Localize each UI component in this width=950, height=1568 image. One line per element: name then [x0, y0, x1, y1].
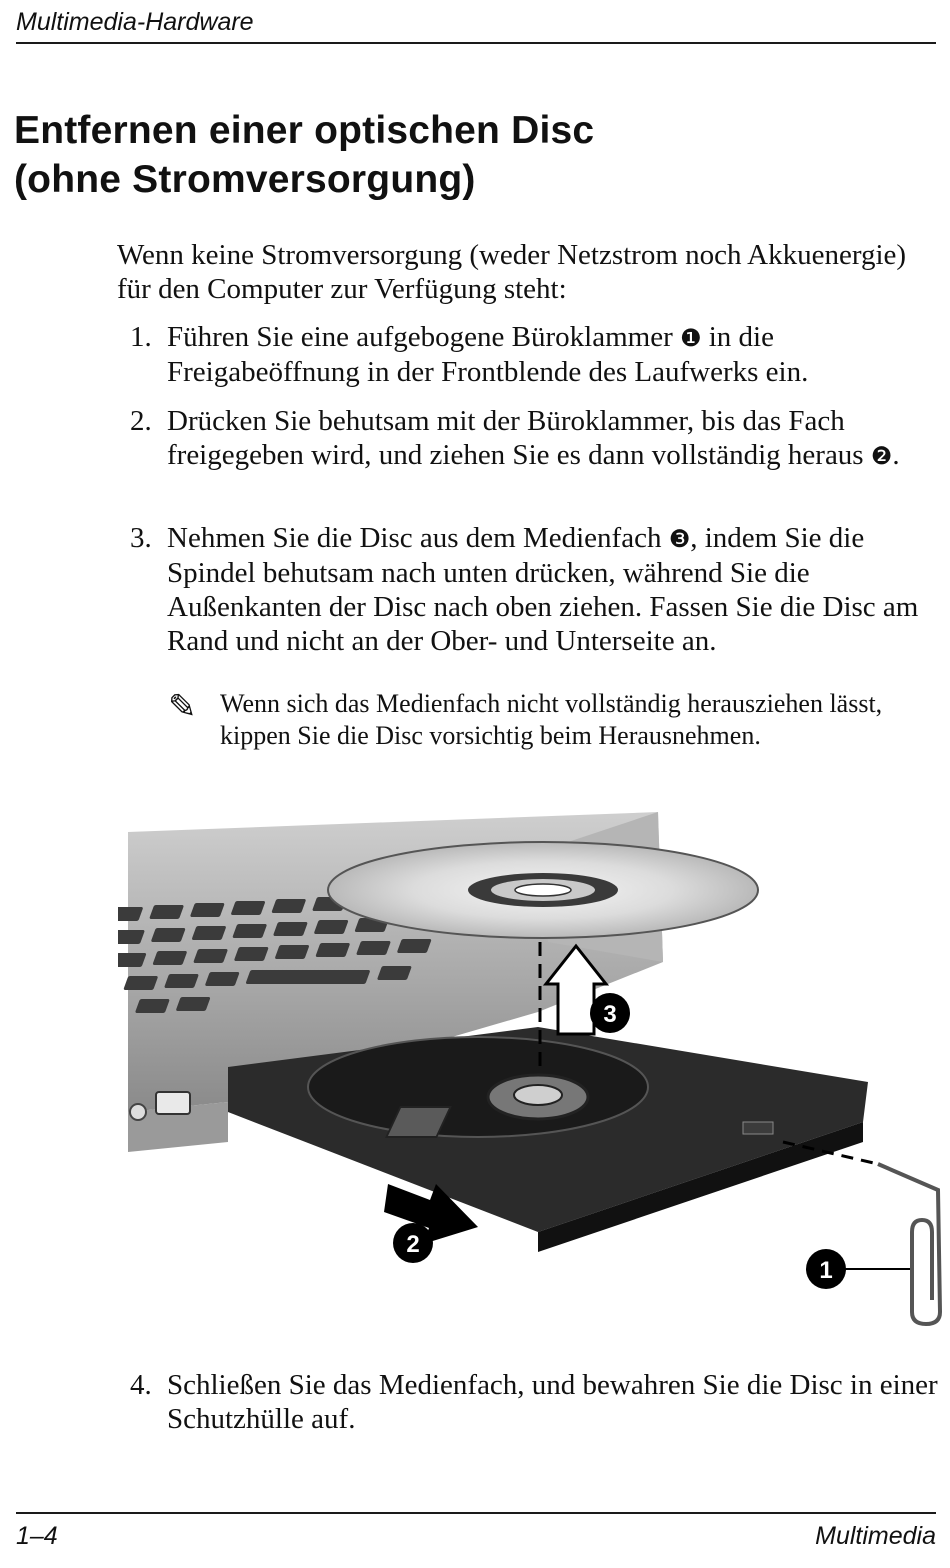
callout-marker-2: ❷: [870, 442, 893, 470]
svg-text:3: 3: [603, 1001, 617, 1028]
running-header: Multimedia-Hardware: [16, 8, 254, 36]
step-text: Nehmen Sie die Disc aus dem Medienfach ❸, indem Sie die Spindel behutsam nach unten drücken, während Sie die Außenkanten der Disc nach oben ziehen. Fassen Sie die Disc am Rand und nicht an der Ober- und Unterseite an.: [167, 522, 919, 657]
step-number: 2.: [130, 405, 152, 437]
intro-paragraph: Wenn keine Stromversorgung (weder Netzstrom noch Akkuenergie) für den Computer zur Verfügung steht:: [117, 239, 907, 305]
callout-badge-3: [590, 993, 630, 1033]
paper-clip-icon: [878, 1164, 940, 1324]
callout-marker-3: ❸: [668, 525, 691, 553]
audio-jack: [130, 1104, 146, 1120]
callout-badge-2: [393, 1223, 433, 1263]
step-text: Führen Sie eine aufgebogene Büroklammer ❶ in die Freigabeöffnung in der Frontblende des Laufwerks ein.: [167, 321, 809, 388]
page-number: 1–4: [16, 1522, 58, 1550]
chapter-name: Multimedia: [815, 1522, 936, 1550]
page-title-line2: (ohne Stromversorgung): [14, 158, 476, 201]
svg-text:1: 1: [819, 1257, 833, 1284]
svg-text:2: 2: [406, 1231, 420, 1258]
step-number: 4.: [130, 1369, 152, 1401]
header-rule: [16, 42, 936, 44]
optical-disc: [328, 842, 758, 938]
footer-rule: [16, 1512, 936, 1514]
step-text: Schließen Sie das Medienfach, und bewahren Sie die Disc in einer Schutzhülle auf.: [167, 1369, 938, 1435]
step-number: 3.: [130, 522, 152, 554]
step-number: 1.: [130, 321, 152, 353]
disc-tray: [228, 1027, 868, 1252]
callout-badge-1: [806, 1249, 846, 1289]
step-text: Drücken Sie behutsam mit der Büroklammer, bis das Fach freigegeben wird, und ziehen Sie es dann vollständig heraus ❷.: [167, 405, 900, 471]
callout-marker-1: ❶: [679, 324, 702, 352]
optical-drive-illustration: [118, 812, 948, 1332]
usb-port: [156, 1092, 190, 1114]
page-title: [14, 106, 594, 204]
page-title-line1: Entfernen einer optischen Disc: [14, 109, 595, 152]
note-text: Wenn sich das Medienfach nicht vollständig herausziehen lässt, kippen Sie die Disc vorsichtig beim Herausnehmen.: [220, 689, 883, 750]
pencil-note-icon: ✎: [168, 687, 197, 727]
